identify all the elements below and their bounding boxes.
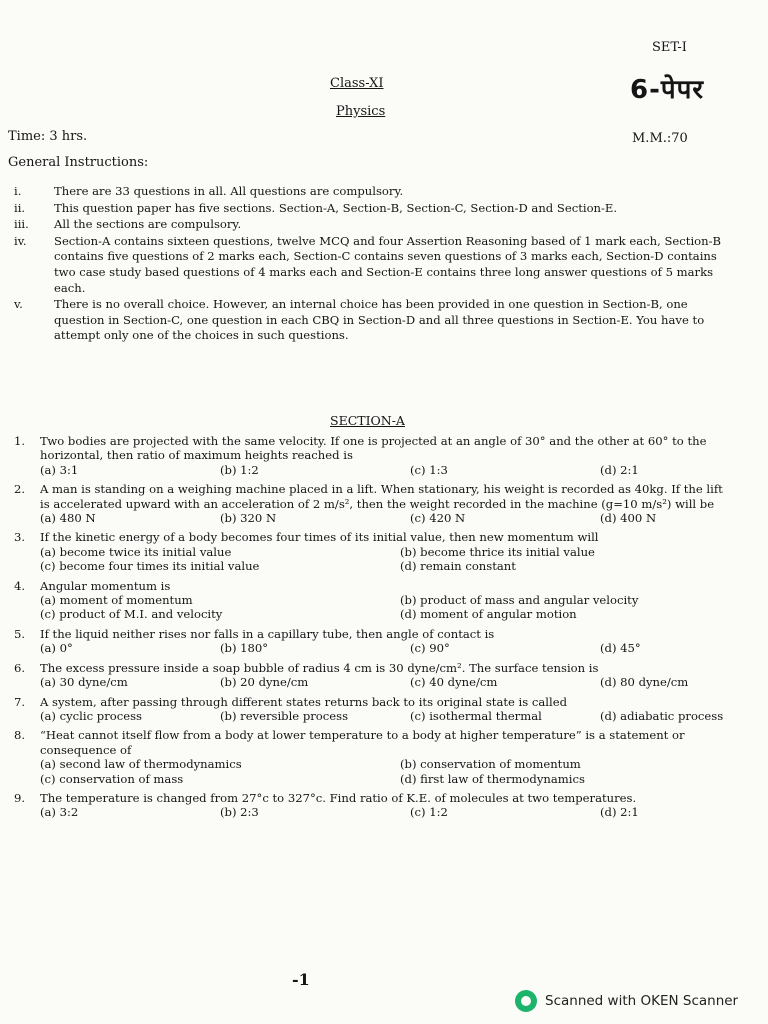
option-c: (c) 1:2 — [410, 805, 448, 820]
instruction-number: iv. — [14, 233, 27, 248]
instruction-item — [14, 184, 732, 200]
question-number: 1. — [14, 434, 26, 448]
option-c: (c) 40 dyne/cm — [410, 675, 498, 690]
option-b: (b) product of mass and angular velocity — [400, 593, 639, 608]
option-c: (c) isothermal thermal — [410, 708, 542, 723]
instruction-item — [14, 297, 732, 344]
question-number: 8. — [14, 728, 26, 743]
subject-title: Physics — [336, 104, 386, 119]
instruction-text: Section-A contains sixteen questions, twelve MCQ and four Assertion Reasoning based of 1 mark each, Section-B contains five questions of 2 marks each, Section-C contains seven questions of 3 marks each, Section-D contains two case study based questions of 4 marks each and Section-E contains three long answer questions of 5 marks each. — [54, 233, 722, 295]
instruction-text: This question paper has five sections. Section-A, Section-B, Section-C, Section-D and Section-E. — [54, 200, 618, 215]
option-a: (a) 3:2 — [40, 805, 79, 820]
option-b: (b) reversible process — [220, 708, 349, 723]
set-label: SET-I — [652, 40, 687, 55]
option-a: (a) 30 dyne/cm — [40, 675, 128, 690]
question-text: Two bodies are projected with the same velocity. If one is projected at an angle of 30° and the other at 60° to the horizontal, then ratio of maximum heights reached is — [40, 434, 707, 463]
option-a: (a) moment of momentum — [40, 593, 193, 608]
option-a: (a) cyclic process — [40, 708, 142, 723]
general-instructions-heading: General Instructions: — [8, 155, 149, 170]
option-a: (a) become twice its initial value — [40, 544, 232, 559]
option-c: (c) conservation of mass — [40, 771, 184, 786]
question-number: 5. — [14, 626, 26, 641]
option-d: (d) 2:1 — [600, 462, 639, 477]
scanner-watermark-text: Scanned with OKEN Scanner — [545, 993, 739, 1009]
question-text: The temperature is changed from 27°c to 327°c. Find ratio of K.E. of molecules at two temperatures. — [40, 790, 637, 805]
option-c: (c) product of M.I. and velocity — [40, 607, 223, 622]
question — [14, 530, 736, 573]
question — [14, 695, 736, 724]
time-label: Time: 3 hrs. — [8, 129, 88, 144]
option-a: (a) 0° — [40, 641, 73, 656]
scanner-logo-icon — [515, 990, 537, 1012]
option-a: (a) second law of thermodynamics — [40, 757, 242, 772]
question — [14, 627, 736, 656]
instruction-text: There are 33 questions in all. All questions are compulsory. — [54, 184, 404, 198]
question-text: The excess pressure inside a soap bubble of radius 4 cm is 30 dyne/cm². The surface tension is — [40, 660, 599, 675]
option-b: (b) 180° — [220, 641, 269, 656]
instruction-number: ii. — [14, 200, 26, 215]
option-d: (d) adiabatic process — [600, 708, 724, 723]
class-title: Class-XI — [330, 76, 384, 91]
instruction-number: iii. — [14, 217, 29, 232]
option-b: (b) 2:3 — [220, 805, 259, 820]
question-number: 2. — [14, 482, 26, 497]
instruction-item — [14, 201, 732, 217]
question — [14, 791, 736, 820]
question-text: If the kinetic energy of a body becomes four times of its initial value, then new momentum will — [40, 530, 599, 545]
instructions-list — [14, 184, 732, 345]
max-marks-label: M.M.:70 — [632, 131, 688, 146]
question-number: 6. — [14, 660, 26, 675]
option-d: (d) first law of thermodynamics — [400, 771, 585, 786]
question-text: A man is standing on a weighing machine placed in a lift. When stationary, his weight is recorded as 40kg. If the lift is accelerated upward with an acceleration of 2 m/s², then the weight recorded in the machine (g=10 m/s²) will be — [40, 482, 723, 511]
option-b: (b) conservation of momentum — [400, 757, 581, 772]
question-number: 4. — [14, 578, 26, 593]
question-text: If the liquid neither rises nor falls in a capillary tube, then angle of contact is — [40, 626, 495, 641]
instruction-text: There is no overall choice. However, an internal choice has been provided in one question in Section-B, one question in Section-C, one question in each CBQ in Section-D and all three questions in Section-E. You have to attempt only one of the choices in such questions. — [54, 297, 705, 343]
section-title: SECTION-A — [330, 413, 405, 428]
option-a: (a) 480 N — [40, 511, 96, 526]
option-b: (b) 1:2 — [220, 462, 259, 477]
question — [14, 579, 736, 622]
scanner-watermark — [515, 990, 738, 1012]
questions-list — [14, 434, 736, 825]
option-b: (b) become thrice its initial value — [400, 544, 595, 559]
question-text: “Heat cannot itself flow from a body at lower temperature to a body at higher temperature” is a statement or consequence of — [40, 728, 685, 757]
question-number: 7. — [14, 694, 26, 709]
option-d: (d) remain constant — [400, 559, 516, 574]
question-number: 9. — [14, 790, 26, 805]
option-d: (d) 2:1 — [600, 805, 639, 820]
question-text: A system, after passing through different states returns back to its original state is called — [40, 694, 568, 709]
instruction-number: v. — [14, 297, 23, 312]
question — [14, 661, 736, 690]
instruction-item — [14, 217, 732, 233]
option-b: (b) 20 dyne/cm — [220, 675, 309, 690]
handwritten-note: 6-पेपर — [630, 75, 705, 105]
option-b: (b) 320 N — [220, 511, 277, 526]
instruction-item — [14, 234, 732, 296]
question — [14, 482, 736, 525]
question — [14, 434, 736, 477]
page-number: -1 — [292, 970, 310, 989]
option-c: (c) become four times its initial value — [40, 559, 260, 574]
option-c: (c) 420 N — [410, 511, 466, 526]
option-c: (c) 90° — [410, 641, 450, 656]
option-c: (c) 1:3 — [410, 462, 448, 477]
instruction-text: All the sections are compulsory. — [54, 217, 242, 232]
question — [14, 728, 736, 786]
option-d: (d) 45° — [600, 641, 641, 656]
question-number: 3. — [14, 530, 26, 545]
question-text: Angular momentum is — [40, 578, 171, 593]
option-d: (d) 80 dyne/cm — [600, 675, 689, 690]
option-d: (d) moment of angular motion — [400, 607, 577, 622]
option-a: (a) 3:1 — [40, 462, 79, 477]
option-d: (d) 400 N — [600, 511, 657, 526]
instruction-number: i. — [14, 184, 22, 198]
